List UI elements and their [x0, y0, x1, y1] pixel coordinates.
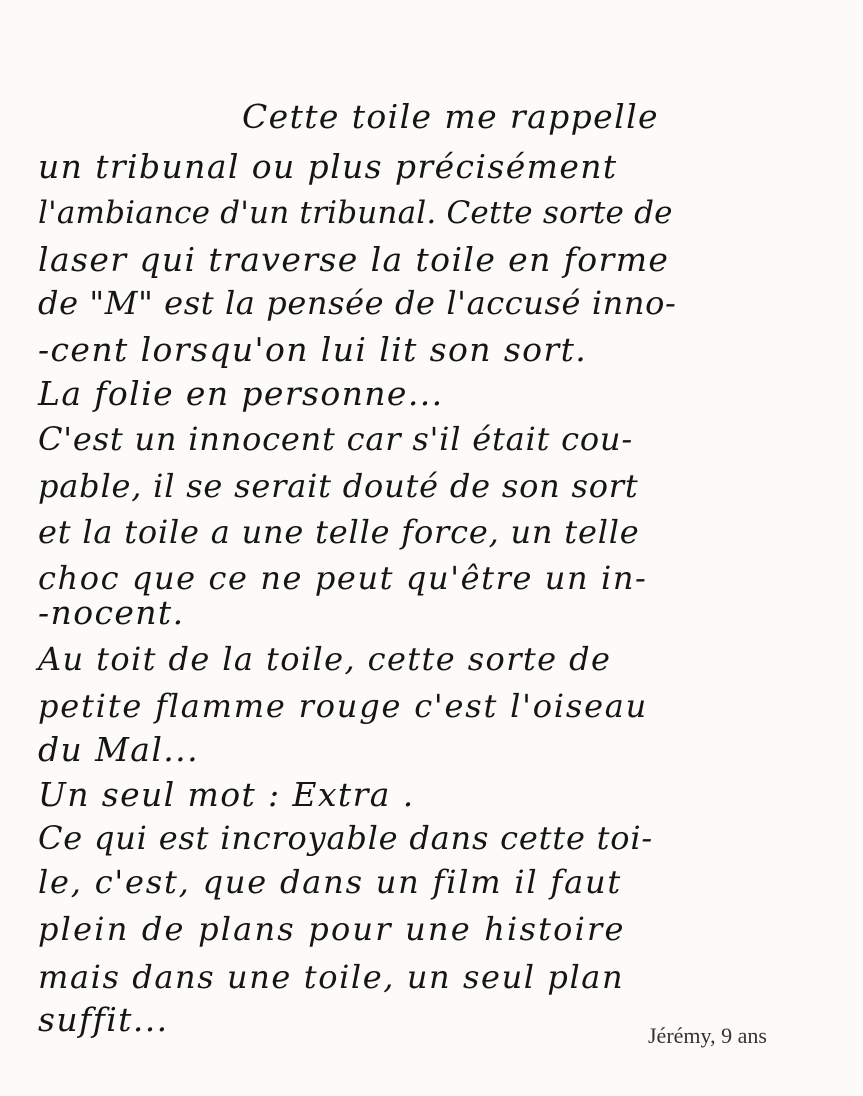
- text-line-1: Cette toile me rappelle: [242, 97, 659, 136]
- text-line-15: du Mal...: [38, 730, 199, 769]
- text-line-10: et la toile a une telle force, un telle: [38, 513, 640, 551]
- text-line-9: pable, il se serait douté de son sort: [38, 467, 639, 505]
- text-line-16: Un seul mot : Extra .: [38, 775, 415, 814]
- text-line-3: l'ambiance d'un tribunal. Cette sorte de: [38, 195, 673, 231]
- text-line-17: Ce qui est incroyable dans cette toi-: [38, 819, 654, 857]
- text-line-19: plein de plans pour une histoire: [38, 910, 626, 948]
- text-line-5: de "M" est la pensée de l'accusé inno-: [38, 284, 677, 322]
- text-line-12: -nocent.: [38, 593, 185, 632]
- author-signature: Jérémy, 9 ans: [648, 1023, 767, 1048]
- text-line-21: suffit...: [38, 1000, 169, 1039]
- text-line-6: -cent lorsqu'on lui lit son sort.: [38, 330, 588, 369]
- text-line-2: un tribunal ou plus précisément: [38, 147, 618, 186]
- text-line-7: La folie en personne...: [38, 374, 444, 413]
- text-line-14: petite flamme rouge c'est l'oiseau: [38, 687, 649, 725]
- text-line-20: mais dans une toile, un seul plan: [38, 958, 625, 996]
- text-line-11: choc que ce ne peut qu'être un in-: [38, 559, 648, 597]
- text-line-8: C'est un innocent car s'il était cou-: [38, 420, 633, 458]
- text-line-13: Au toit de la toile, cette sorte de: [38, 640, 612, 678]
- text-line-18: le, c'est, que dans un film il faut: [38, 863, 623, 901]
- text-line-4: laser qui traverse la toile en forme: [38, 240, 670, 279]
